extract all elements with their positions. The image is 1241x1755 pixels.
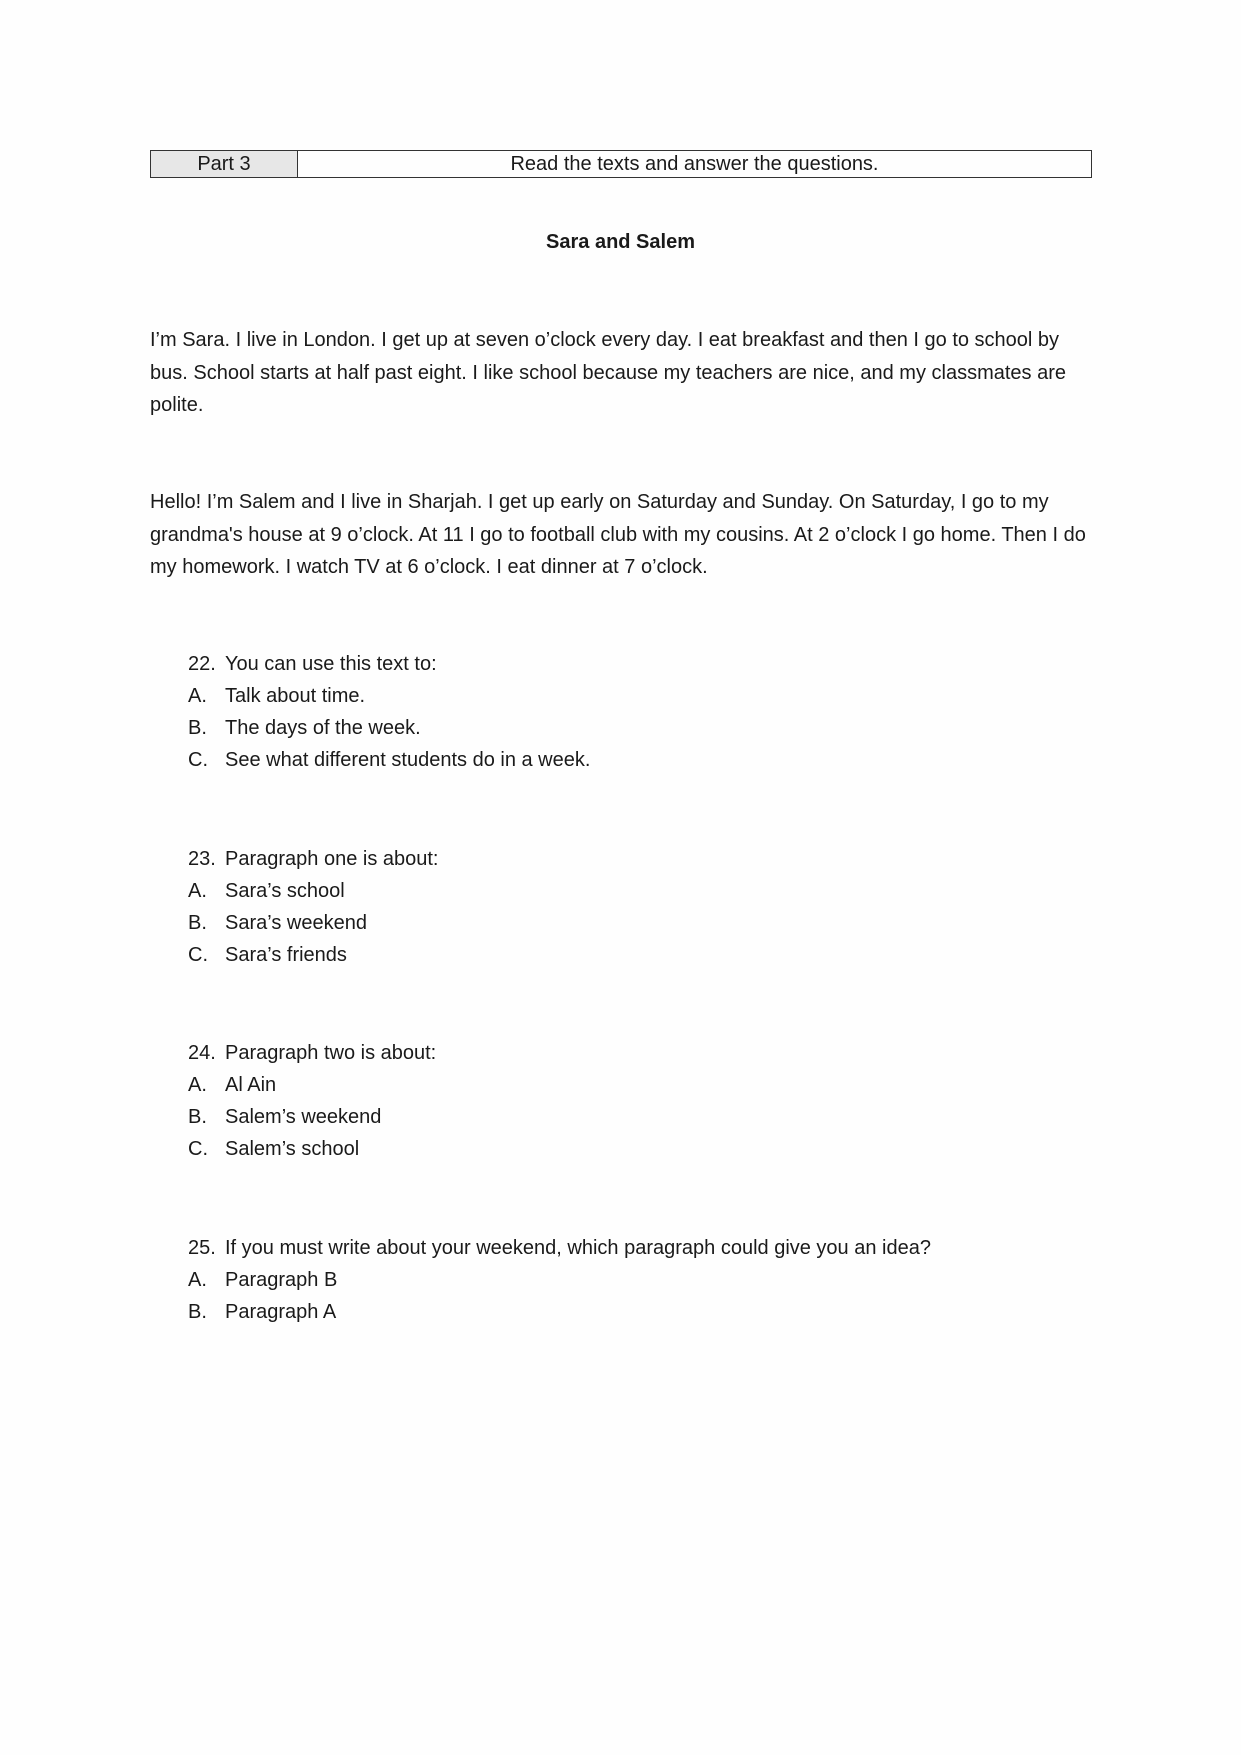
option-a[interactable] bbox=[188, 1069, 436, 1101]
option-text: See what different students do in a week. bbox=[225, 749, 591, 771]
question-25 bbox=[188, 1232, 931, 1328]
part-label: Part 3 bbox=[151, 151, 298, 177]
question-24 bbox=[188, 1037, 436, 1165]
question-stem bbox=[188, 843, 439, 875]
option-letter: A. bbox=[188, 880, 207, 902]
option-letter: B. bbox=[188, 717, 207, 739]
question-stem bbox=[188, 1037, 436, 1069]
option-letter: B. bbox=[188, 1301, 207, 1323]
question-text: Paragraph one is about: bbox=[225, 848, 439, 870]
question-23 bbox=[188, 843, 439, 971]
option-a[interactable] bbox=[188, 1264, 931, 1296]
option-text: Talk about time. bbox=[225, 685, 366, 707]
option-letter: A. bbox=[188, 1074, 207, 1096]
option-letter: A. bbox=[188, 1269, 207, 1291]
option-b[interactable] bbox=[188, 1296, 931, 1328]
option-text: Sara’s school bbox=[225, 880, 345, 902]
question-number: 22. bbox=[188, 653, 216, 675]
paragraph-salem: Hello! I’m Salem and I live in Sharjah. I get up early on Saturday and Sunday. On Saturday, I go to my grandma's house at 9 o’clock. At 11 I go to football club with my cousins. At 2 o’clock I go home. Then I do my homework. I watch TV at 6 o’clock. I eat dinner at 7 o’clock. bbox=[150, 491, 1086, 578]
option-letter: C. bbox=[188, 749, 208, 771]
option-text: Paragraph B bbox=[225, 1269, 338, 1291]
option-b[interactable] bbox=[188, 907, 439, 939]
option-text: Al Ain bbox=[225, 1074, 277, 1096]
option-text: Sara’s friends bbox=[225, 944, 347, 966]
question-text: Paragraph two is about: bbox=[225, 1042, 437, 1064]
option-c[interactable] bbox=[188, 939, 439, 971]
option-letter: A. bbox=[188, 685, 207, 707]
option-b[interactable] bbox=[188, 1101, 436, 1133]
question-number: 24. bbox=[188, 1042, 216, 1064]
option-text: Sara’s weekend bbox=[225, 912, 367, 934]
question-number: 23. bbox=[188, 848, 216, 870]
paragraph-sara: I’m Sara. I live in London. I get up at seven o’clock every day. I eat breakfast and then I go to school by bus. School starts at half past eight. I like school because my teachers are nice, and my classmates are polite. bbox=[150, 329, 1067, 416]
option-text: Paragraph A bbox=[225, 1301, 337, 1323]
question-text: You can use this text to: bbox=[225, 653, 437, 675]
option-b[interactable] bbox=[188, 712, 590, 744]
instruction-text: Read the texts and answer the questions. bbox=[510, 152, 879, 175]
option-letter: B. bbox=[188, 1106, 207, 1128]
option-letter: C. bbox=[188, 1138, 208, 1160]
option-letter: C. bbox=[188, 944, 208, 966]
option-text: The days of the week. bbox=[225, 717, 421, 739]
question-stem bbox=[188, 1232, 931, 1264]
option-a[interactable] bbox=[188, 875, 439, 907]
option-text: Salem’s weekend bbox=[225, 1106, 382, 1128]
question-stem bbox=[188, 648, 590, 680]
question-22 bbox=[188, 648, 590, 776]
question-text: If you must write about your weekend, which paragraph could give you an idea? bbox=[225, 1237, 931, 1259]
option-text: Salem’s school bbox=[225, 1138, 360, 1160]
option-c[interactable] bbox=[188, 744, 590, 776]
text-title: Sara and Salem bbox=[546, 231, 695, 253]
option-c[interactable] bbox=[188, 1133, 436, 1165]
option-a[interactable] bbox=[188, 680, 590, 712]
question-number: 25. bbox=[188, 1237, 216, 1259]
part-header-table bbox=[150, 150, 1092, 178]
option-letter: B. bbox=[188, 912, 207, 934]
